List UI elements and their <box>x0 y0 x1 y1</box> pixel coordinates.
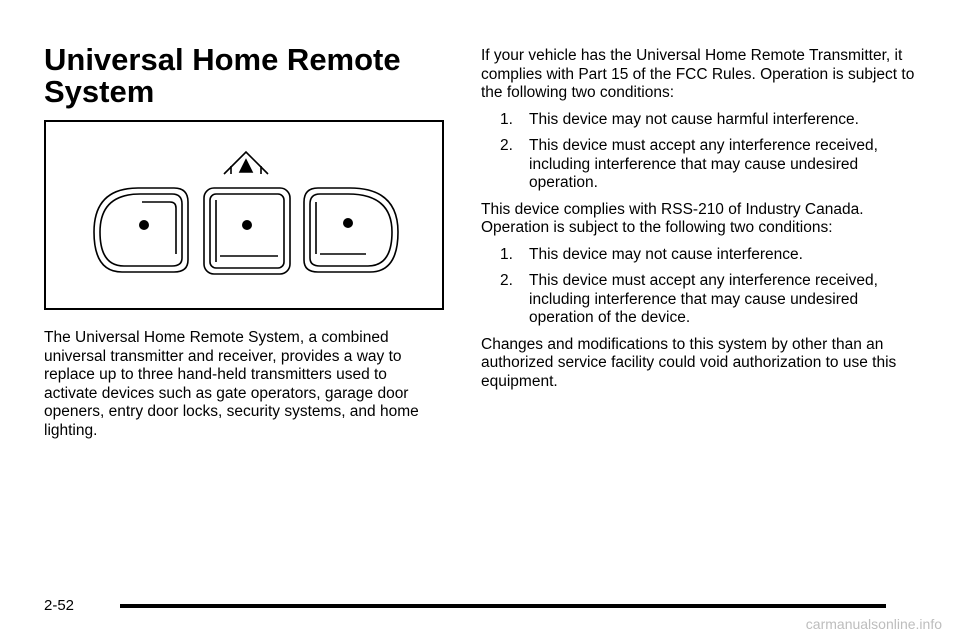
watermark: carmanualsonline.info <box>805 616 942 632</box>
closing-statement: Changes and modifications to this system by other than an authorized service facility could void authorization to use this equipment. <box>481 335 897 390</box>
page-number: 2-52 <box>44 597 75 614</box>
footer-rule <box>120 604 886 608</box>
right-remote-button[interactable] <box>304 188 398 272</box>
list-item: 1. This device may not cause interference. <box>500 245 803 263</box>
list-item: 1. This device may not cause harmful interference. <box>500 110 859 128</box>
list-item: 2. This device must accept any interference received, including interference that may cause undesired operation. <box>500 137 878 191</box>
compliance-section <box>481 47 921 399</box>
remote-buttons-illustration <box>46 122 442 308</box>
fcc-intro: If your vehicle has the Universal Home Remote Transmitter, it complies with Part 15 of the FCC Rules. Operation is subject to the following two conditions: <box>481 47 915 101</box>
list-item: 2. This device must accept any interference received, including interference that may cause undesired operation of the device. <box>500 272 878 326</box>
middle-remote-button[interactable] <box>204 188 290 274</box>
rss-intro: This device complies with RSS-210 of Industry Canada. Operation is subject to the following two conditions: <box>481 200 864 236</box>
fcc-conditions-list <box>481 111 921 193</box>
page-title: Universal Home Remote System <box>44 42 401 109</box>
home-icon <box>224 152 268 174</box>
left-remote-button[interactable] <box>94 188 188 272</box>
system-description: The Universal Home Remote System, a combined universal transmitter and receiver, provides a way to replace up to three hand-held transmitters used to activate devices such as gate operators, garage door openers, entry door locks, security systems, and home lighting. <box>44 329 419 439</box>
rss-conditions-list <box>481 246 921 328</box>
remote-buttons-figure <box>44 120 444 310</box>
